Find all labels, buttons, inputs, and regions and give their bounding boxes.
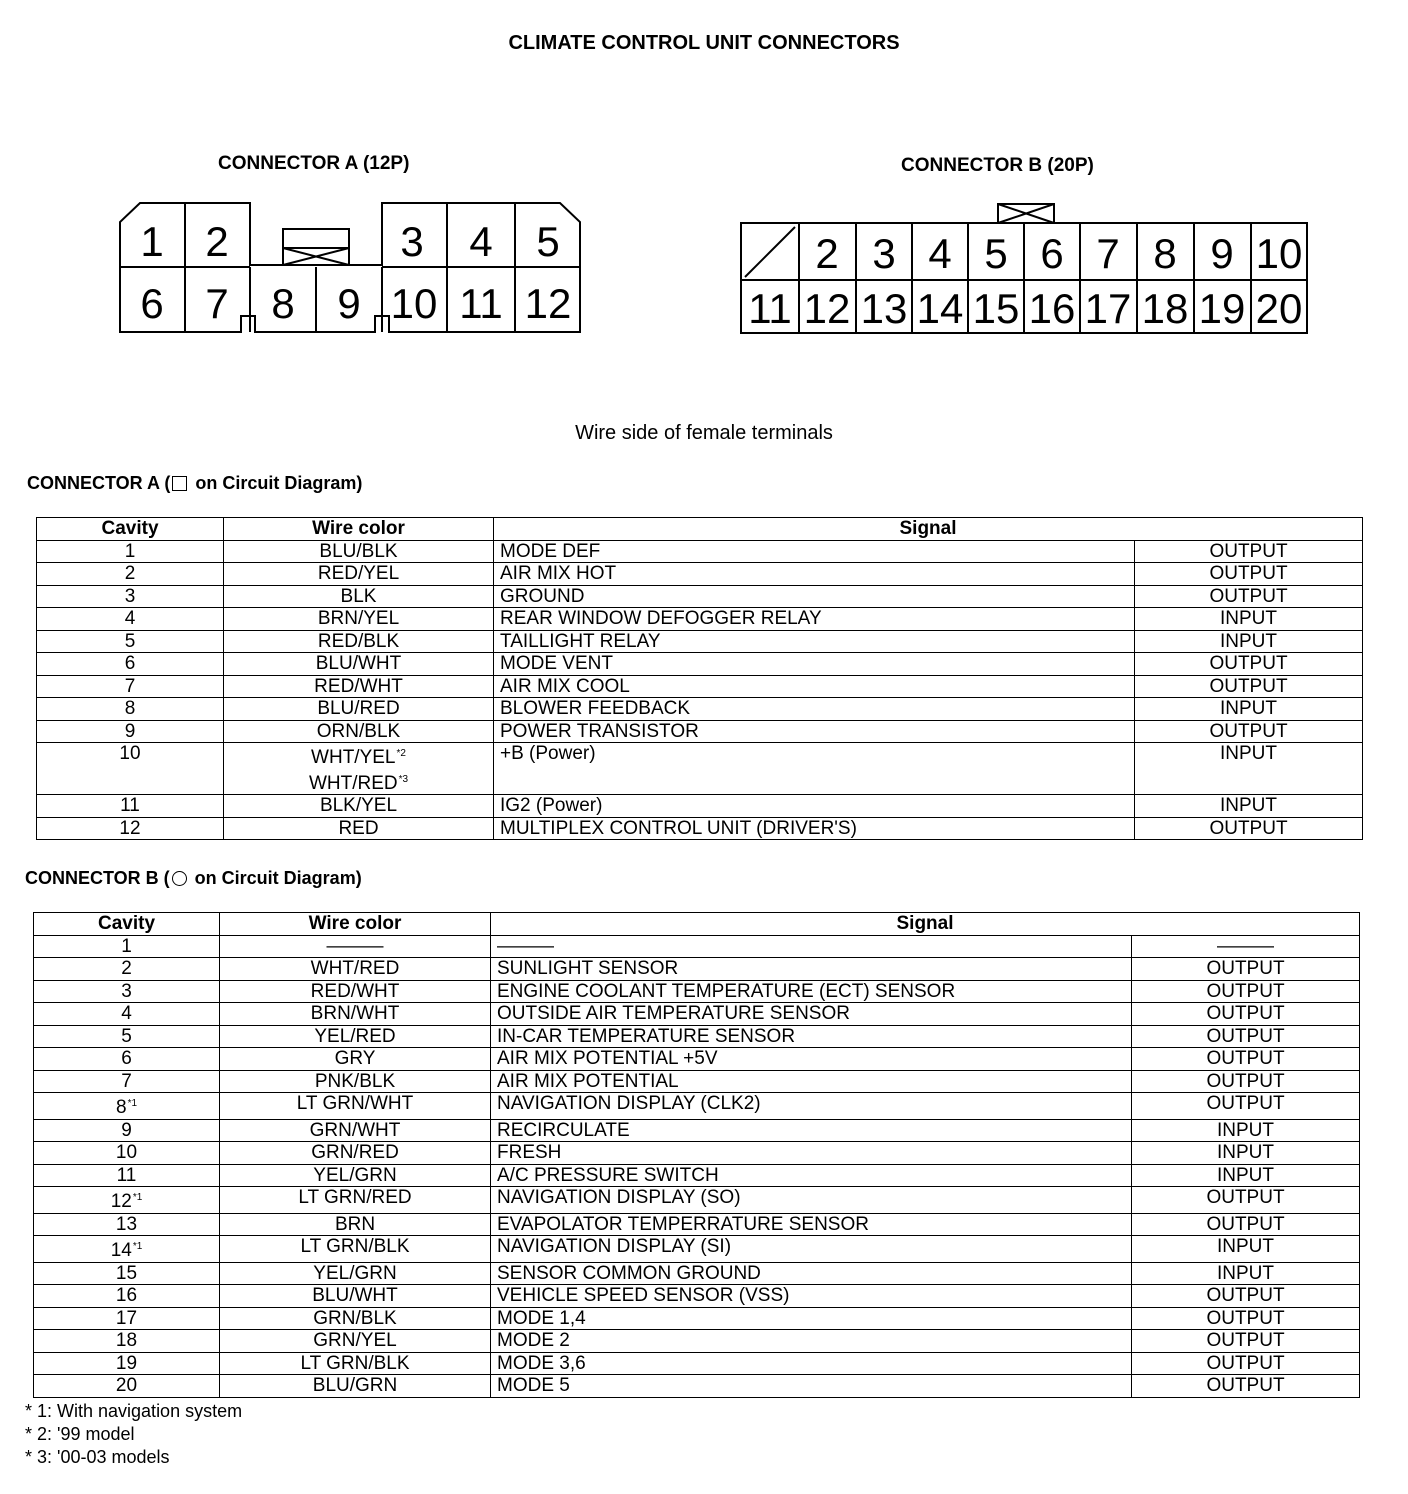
wire-color-value: YEL/RED: [314, 1025, 396, 1047]
cavity-cell: [34, 1285, 220, 1308]
cavity-value: 19: [115, 1352, 138, 1374]
wire-color-cell: [220, 958, 491, 981]
cavity-value: 12: [110, 1191, 132, 1212]
direction-cell: OUTPUT: [1135, 585, 1363, 608]
table-row: [37, 585, 1363, 608]
direction-cell: OUTPUT: [1135, 653, 1363, 676]
wire-color-value: BLU/BLK: [319, 540, 398, 562]
cavity-cell: [34, 1187, 220, 1214]
table-a-heading-pre: CONNECTOR A (: [27, 473, 171, 493]
cavity-value: 15: [115, 1262, 138, 1284]
wire-color-value: YEL/GRN: [313, 1262, 397, 1284]
header-wire-color: Wire color: [224, 518, 494, 541]
direction-cell: OUTPUT: [1132, 1025, 1360, 1048]
cavity-number: 7: [1096, 230, 1120, 277]
cavity-number: 2: [205, 218, 229, 265]
cavity-number: 9: [1210, 230, 1234, 277]
signal-cell: ENGINE COOLANT TEMPERATURE (ECT) SENSOR: [491, 980, 1132, 1003]
wire-color-cell: [224, 540, 494, 563]
cavity-number: 6: [140, 280, 164, 327]
wire-color-value: BRN/WHT: [310, 1003, 400, 1024]
connector-b-table: [33, 912, 1360, 1398]
cavity-value: 9: [121, 1119, 132, 1141]
direction-cell: OUTPUT: [1132, 1330, 1360, 1353]
wire-color-value: GRN/YEL: [313, 1330, 397, 1351]
cavity-number: 10: [390, 280, 438, 327]
wire-color-value: ———: [326, 935, 384, 957]
table-row: [34, 1119, 1360, 1142]
direction-cell: INPUT: [1132, 1164, 1360, 1187]
direction-cell: OUTPUT: [1132, 980, 1360, 1003]
wire-color-value: LT GRN/RED: [298, 1187, 412, 1208]
wire-color-cell: [220, 1352, 491, 1375]
footnote: * 1: With navigation system: [25, 1401, 243, 1421]
table-row: [34, 1375, 1360, 1398]
cavity-cell: [37, 608, 224, 631]
cavity-number: 18: [1141, 285, 1189, 332]
footnote-ref: *1: [132, 1241, 143, 1252]
cavity-cell: [37, 630, 224, 653]
wire-color-value: BRN: [334, 1213, 376, 1235]
wire-color-cell: [220, 1025, 491, 1048]
direction-cell: INPUT: [1135, 608, 1363, 631]
direction-cell: OUTPUT: [1132, 1213, 1360, 1236]
cavity-number: 4: [928, 230, 952, 277]
wire-color-value: BRN/YEL: [317, 608, 400, 629]
cavity-number: 5: [536, 218, 560, 265]
cavity-cell: [34, 1330, 220, 1353]
cavity-number: 16: [1028, 285, 1076, 332]
wire-color-value: BLK/YEL: [319, 795, 398, 816]
wire-color-value: RED/WHT: [314, 675, 403, 697]
cavity-cell: [37, 817, 224, 840]
direction-cell: OUTPUT: [1135, 563, 1363, 586]
wire-color-value: WHT/RED: [308, 772, 398, 794]
signal-cell: REAR WINDOW DEFOGGER RELAY: [494, 608, 1135, 631]
wire-color-cell: [220, 1187, 491, 1214]
signal-cell: MODE 1,4: [491, 1307, 1132, 1330]
cavity-cell: [37, 675, 224, 698]
wire-color-value: WHT/RED: [310, 958, 400, 979]
table-row: [34, 1307, 1360, 1330]
cavity-number: 12: [803, 285, 851, 332]
direction-cell: OUTPUT: [1132, 1307, 1360, 1330]
direction-cell: OUTPUT: [1135, 720, 1363, 743]
cavity-value: 13: [115, 1213, 138, 1235]
wire-color-value: PNK/BLK: [314, 1070, 396, 1092]
cavity-number: 20: [1255, 285, 1303, 332]
wire-color-cell: [220, 1307, 491, 1330]
direction-cell: INPUT: [1132, 1119, 1360, 1142]
wire-color-value: BLU/WHT: [312, 1285, 398, 1306]
wire-color-value: WHT/YEL: [311, 747, 396, 768]
signal-cell: NAVIGATION DISPLAY (CLK2): [491, 1093, 1132, 1120]
cavity-number: 6: [1040, 230, 1064, 277]
table-b-heading-post: on Circuit Diagram): [189, 868, 362, 888]
wire-color-cell: [220, 935, 491, 958]
cavity-value: 16: [115, 1285, 138, 1306]
connector-a-table: [36, 517, 1363, 840]
cavity-number: 12: [524, 280, 572, 327]
signal-cell: AIR MIX HOT: [494, 563, 1135, 586]
footnote-ref: *3: [398, 773, 409, 785]
table-row: [34, 1213, 1360, 1236]
cavity-number: 13: [860, 285, 908, 332]
signal-cell: TAILLIGHT RELAY: [494, 630, 1135, 653]
wire-color-value: LT GRN/WHT: [296, 1093, 414, 1114]
table-row: [37, 698, 1363, 721]
cavity-number: 3: [400, 218, 424, 265]
cavity-number: 15: [972, 285, 1020, 332]
table-row: [34, 1142, 1360, 1165]
cavity-value: 7: [121, 1070, 132, 1092]
wire-color-cell: [220, 1213, 491, 1236]
cavity-value: 12: [119, 817, 141, 839]
header-wire-color: Wire color: [220, 913, 491, 936]
direction-cell: INPUT: [1132, 1262, 1360, 1285]
wire-color-cell: [224, 743, 494, 795]
cavity-value: 4: [121, 1003, 132, 1024]
cavity-cell: [34, 1142, 220, 1165]
cavity-value: 11: [120, 795, 140, 816]
signal-cell: A/C PRESSURE SWITCH: [491, 1164, 1132, 1187]
table-row: [34, 958, 1360, 981]
cavity-number: 3: [872, 230, 896, 277]
cavity-value: 1: [124, 540, 136, 562]
signal-cell: MULTIPLEX CONTROL UNIT (DRIVER'S): [494, 817, 1135, 840]
cavity-number: 11: [459, 280, 503, 327]
cavity-number: 14: [916, 285, 964, 332]
wire-color-value: ORN/BLK: [316, 720, 401, 742]
cavity-value: 6: [121, 1048, 132, 1069]
cavity-number: 1: [140, 218, 164, 265]
signal-cell: RECIRCULATE: [491, 1119, 1132, 1142]
table-row: [37, 608, 1363, 631]
cavity-value: 8: [115, 1097, 127, 1118]
table-row: [34, 1330, 1360, 1353]
cavity-cell: [34, 1352, 220, 1375]
cavity-cell: [37, 585, 224, 608]
circle-icon: [172, 871, 187, 886]
cavity-number: 7: [205, 280, 229, 327]
table-row: [37, 630, 1363, 653]
cavity-cell: [37, 743, 224, 795]
cavity-cell: [34, 1236, 220, 1263]
wire-color-value: RED: [338, 817, 379, 839]
header-signal: Signal: [491, 913, 1360, 936]
signal-cell: SUNLIGHT SENSOR: [491, 958, 1132, 981]
wire-color-value: LT GRN/BLK: [300, 1236, 410, 1257]
cavity-cell: [37, 795, 224, 818]
signal-cell: MODE 2: [491, 1330, 1132, 1353]
cavity-cell: [34, 1375, 220, 1398]
wire-color-value: BLU/RED: [317, 698, 400, 719]
cavity-value: 8: [124, 698, 136, 719]
direction-cell: ———: [1132, 935, 1360, 958]
table-row: [34, 1236, 1360, 1263]
table-b-heading: [25, 868, 362, 889]
direction-cell: OUTPUT: [1132, 1048, 1360, 1071]
wire-color-cell: [220, 1262, 491, 1285]
cavity-cell: [34, 1213, 220, 1236]
cavity-value: 2: [124, 563, 136, 584]
wire-color-cell: [224, 817, 494, 840]
direction-cell: INPUT: [1132, 1236, 1360, 1263]
cavity-value: 3: [124, 585, 136, 607]
signal-cell: OUTSIDE AIR TEMPERATURE SENSOR: [491, 1003, 1132, 1026]
wire-color-value: YEL/GRN: [313, 1164, 397, 1186]
wire-color-value: GRN/BLK: [313, 1307, 397, 1329]
table-row: [34, 1352, 1360, 1375]
square-icon: [172, 476, 187, 491]
signal-cell: VEHICLE SPEED SENSOR (VSS): [491, 1285, 1132, 1308]
wire-color-cell: [220, 1164, 491, 1187]
wire-color-cell: [220, 980, 491, 1003]
table-a-heading: [27, 473, 362, 494]
header-cavity: Cavity: [37, 518, 224, 541]
wire-color-cell: [224, 653, 494, 676]
table-row: [37, 743, 1363, 795]
cavity-value: 10: [115, 1142, 138, 1163]
cavity-cell: [34, 1093, 220, 1120]
cavity-cell: [37, 698, 224, 721]
cavity-value: 17: [115, 1307, 138, 1329]
cavity-cell: [34, 1307, 220, 1330]
cavity-value: 9: [124, 720, 136, 742]
wire-color-value: GRN/WHT: [309, 1119, 401, 1141]
table-a-heading-post: on Circuit Diagram): [190, 473, 363, 493]
cavity-value: 4: [124, 608, 136, 629]
cavity-value: 6: [124, 653, 136, 674]
wire-color-value: GRY: [334, 1048, 376, 1069]
cavity-number: 9: [337, 280, 361, 327]
cavity-number: 4: [469, 218, 493, 265]
direction-cell: INPUT: [1135, 630, 1363, 653]
cavity-cell: [34, 1003, 220, 1026]
cavity-value: 14: [110, 1240, 132, 1261]
table-row: [34, 1070, 1360, 1093]
wire-color-cell: [224, 563, 494, 586]
direction-cell: OUTPUT: [1135, 817, 1363, 840]
cavity-cell: [37, 540, 224, 563]
footnote-ref: *1: [132, 1192, 143, 1203]
table-row: [37, 795, 1363, 818]
signal-cell: MODE DEF: [494, 540, 1135, 563]
wire-color-cell: [220, 1119, 491, 1142]
table-row: [37, 563, 1363, 586]
signal-cell: NAVIGATION DISPLAY (SO): [491, 1187, 1132, 1214]
wire-color-cell: [220, 1003, 491, 1026]
wire-color-cell: [220, 1070, 491, 1093]
signal-cell: IG2 (Power): [494, 795, 1135, 818]
cavity-number: 5: [984, 230, 1008, 277]
signal-cell: NAVIGATION DISPLAY (SI): [491, 1236, 1132, 1263]
table-row: [37, 720, 1363, 743]
wire-side-caption: Wire side of female terminals: [575, 422, 833, 444]
wire-color-cell: [220, 1375, 491, 1398]
cavity-value: 3: [121, 980, 132, 1002]
cavity-value: 10: [119, 743, 141, 764]
cavity-cell: [34, 1119, 220, 1142]
cavity-value: 1: [121, 935, 132, 957]
cavity-cell: [37, 653, 224, 676]
wire-color-value: GRN/RED: [311, 1142, 399, 1163]
signal-cell: AIR MIX COOL: [494, 675, 1135, 698]
wire-color-value: RED/BLK: [317, 630, 400, 652]
connector-b-diagram: [0, 0, 1408, 380]
header-signal: Signal: [494, 518, 1363, 541]
cavity-value: 2: [121, 958, 132, 979]
signal-cell: POWER TRANSISTOR: [494, 720, 1135, 743]
signal-cell: +B (Power): [494, 743, 1135, 795]
cavity-number: 17: [1084, 285, 1132, 332]
page-title: CLIMATE CONTROL UNIT CONNECTORS: [508, 32, 900, 54]
cavity-number: 2: [815, 230, 839, 277]
footnotes: [25, 1400, 242, 1469]
cavity-value: 18: [115, 1330, 138, 1351]
cavity-value: 7: [124, 675, 136, 697]
wire-color-value: RED/WHT: [310, 980, 400, 1002]
wire-color-value: BLU/WHT: [315, 653, 402, 674]
cavity-cell: [34, 980, 220, 1003]
connector-b-title: CONNECTOR B (20P): [901, 155, 1094, 176]
direction-cell: INPUT: [1135, 795, 1363, 818]
direction-cell: INPUT: [1135, 698, 1363, 721]
table-row: [34, 1003, 1360, 1026]
table-row: [37, 653, 1363, 676]
signal-cell: EVAPOLATOR TEMPERRATURE SENSOR: [491, 1213, 1132, 1236]
signal-cell: BLOWER FEEDBACK: [494, 698, 1135, 721]
table-row: [34, 1187, 1360, 1214]
wire-color-cell: [224, 585, 494, 608]
cavity-cell: [34, 1070, 220, 1093]
footnote: * 2: '99 model: [25, 1424, 135, 1444]
footnote-ref: *1: [127, 1098, 138, 1109]
direction-cell: OUTPUT: [1132, 1352, 1360, 1375]
connector-a-title: CONNECTOR A (12P): [218, 153, 410, 174]
wire-color-cell: [220, 1142, 491, 1165]
direction-cell: OUTPUT: [1132, 1093, 1360, 1120]
cavity-value: 5: [124, 630, 136, 652]
cavity-cell: [34, 935, 220, 958]
signal-cell: MODE VENT: [494, 653, 1135, 676]
wire-color-cell: [220, 1330, 491, 1353]
direction-cell: OUTPUT: [1132, 1003, 1360, 1026]
footnote-ref: *2: [396, 748, 406, 759]
table-row: [34, 1164, 1360, 1187]
wire-color-cell: [220, 1093, 491, 1120]
wire-color-cell: [224, 698, 494, 721]
signal-cell: ———: [491, 935, 1132, 958]
wire-color-value: BLK: [340, 585, 377, 607]
wire-color-cell: [224, 675, 494, 698]
wire-color-cell: [220, 1285, 491, 1308]
table-row: [34, 1048, 1360, 1071]
signal-cell: AIR MIX POTENTIAL: [491, 1070, 1132, 1093]
wire-color-cell: [224, 720, 494, 743]
signal-cell: MODE 3,6: [491, 1352, 1132, 1375]
wire-color-value: LT GRN/BLK: [300, 1352, 410, 1374]
signal-cell: AIR MIX POTENTIAL +5V: [491, 1048, 1132, 1071]
cavity-cell: [34, 1048, 220, 1071]
cavity-cell: [34, 958, 220, 981]
direction-cell: OUTPUT: [1132, 1187, 1360, 1214]
wire-color-cell: [224, 630, 494, 653]
direction-cell: OUTPUT: [1135, 540, 1363, 563]
signal-cell: SENSOR COMMON GROUND: [491, 1262, 1132, 1285]
wire-color-value: BLU/GRN: [312, 1375, 398, 1396]
signal-cell: IN-CAR TEMPERATURE SENSOR: [491, 1025, 1132, 1048]
table-row: [37, 675, 1363, 698]
direction-cell: OUTPUT: [1132, 1285, 1360, 1308]
wire-color-cell: [224, 795, 494, 818]
cavity-number: 19: [1198, 285, 1246, 332]
cavity-cell: [37, 563, 224, 586]
cavity-cell: [34, 1262, 220, 1285]
wire-color-cell: [220, 1048, 491, 1071]
cavity-value: 5: [121, 1025, 132, 1047]
cavity-number: 10: [1255, 230, 1303, 277]
footnote: * 3: '00-03 models: [25, 1447, 170, 1467]
direction-cell: OUTPUT: [1132, 1375, 1360, 1398]
signal-cell: GROUND: [494, 585, 1135, 608]
wire-color-value: RED/YEL: [317, 563, 400, 584]
direction-cell: INPUT: [1132, 1142, 1360, 1165]
direction-cell: OUTPUT: [1132, 1070, 1360, 1093]
table-row: [34, 980, 1360, 1003]
table-b-heading-pre: CONNECTOR B (: [25, 868, 170, 888]
cavity-cell: [37, 720, 224, 743]
signal-cell: FRESH: [491, 1142, 1132, 1165]
wire-color-cell: [220, 1236, 491, 1263]
header-cavity: Cavity: [34, 913, 220, 936]
wire-color-cell: [224, 608, 494, 631]
table-row: [34, 1025, 1360, 1048]
cavity-cell: [34, 1164, 220, 1187]
cavity-value: 20: [115, 1375, 138, 1396]
table-row: [34, 1285, 1360, 1308]
cavity-number: 8: [1153, 230, 1177, 277]
table-row: [34, 1093, 1360, 1120]
signal-cell: MODE 5: [491, 1375, 1132, 1398]
cavity-value: 11: [116, 1164, 137, 1186]
cavity-number: 8: [271, 280, 295, 327]
direction-cell: OUTPUT: [1135, 675, 1363, 698]
table-row: [34, 1262, 1360, 1285]
cavity-number: 11: [748, 285, 792, 332]
table-row: [37, 540, 1363, 563]
direction-cell: OUTPUT: [1132, 958, 1360, 981]
table-row: [34, 935, 1360, 958]
cavity-cell: [34, 1025, 220, 1048]
table-row: [37, 817, 1363, 840]
direction-cell: INPUT: [1135, 743, 1363, 795]
